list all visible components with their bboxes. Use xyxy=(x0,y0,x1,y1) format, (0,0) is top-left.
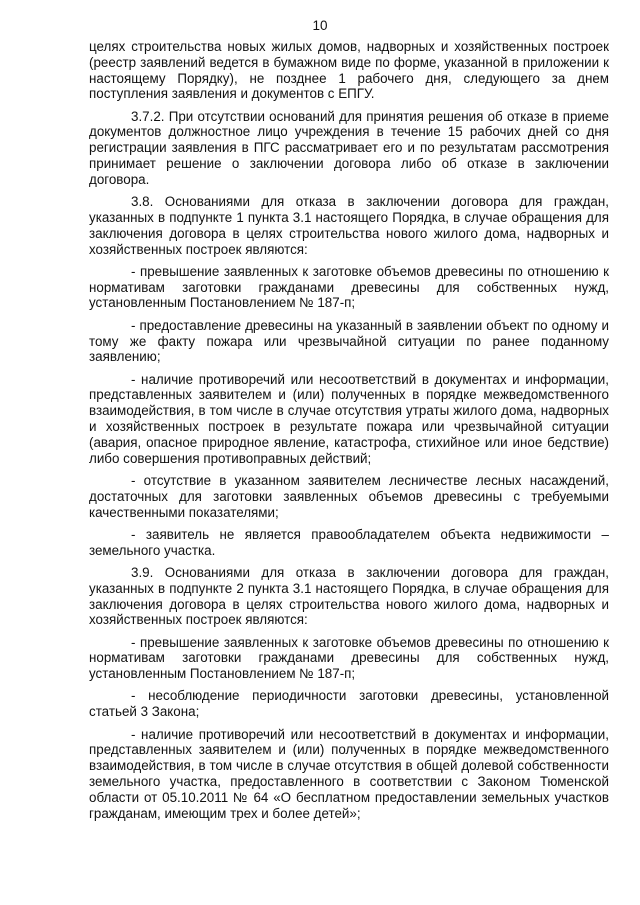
list-item-3-8-d: - отсутствие в указанном заявителем лесничестве лесных насаждений, достаточных для заготовки заявленных объемов древесины с требуемыми качественными показателями; xyxy=(89,472,609,520)
paragraph-3-8: 3.8. Основаниями для отказа в заключении договора для граждан, указанных в подпункте 1 пункта 3.1 настоящего Порядка, в случае обращения для заключения договора в целях строительства нового жилого дома, надворных и хозяйственных построек являются: xyxy=(89,194,609,257)
list-item-3-9-c: - наличие противоречий или несоответствий в документах и информации, представленных заявителем и (или) полученных в порядке межведомственного взаимодействия, в том числе в случае отсутствия в общей долевой собственности земельного участка, предоставленного в соответствии с Законом Тюменской области от 05.10.2011 № 64 «О бесплатном предоставлении земельных участков гражданам, имеющим трех и более детей»; xyxy=(89,726,609,821)
page-number: 10 xyxy=(312,18,328,33)
list-item-3-8-c: - наличие противоречий или несоответствий в документах и информации, представленных заявителем и (или) полученных в порядке межведомственного взаимодействия, в том числе в случае отсутствия утраты жилого дома, надворных и хозяйственных построек в результате пожара или чрезвычайной ситуации (авария, опасное природное явление, катастрофа, стихийное или иное бедствие) либо совершения противоправных действий; xyxy=(89,371,609,466)
paragraph-continuation: целях строительства новых жилых домов, надворных и хозяйственных построек (реестр заявлений ведется в бумажном виде по форме, указанной в приложении к настоящему Порядку), не позднее 1 рабочего дня, следующего за днем поступления заявления и документов с ЕПГУ. xyxy=(89,39,609,102)
list-item-3-8-b: - предоставление древесины на указанный в заявлении объект по одному и тому же факту пожара или чрезвычайной ситуации по ранее поданному заявлению; xyxy=(89,317,609,365)
list-item-3-9-a: - превышение заявленных к заготовке объемов древесины по отношению к нормативам заготовки гражданами древесины для собственных нужд, установленным Постановлением № 187-п; xyxy=(89,634,609,682)
list-item-3-8-a: - превышение заявленных к заготовке объемов древесины по отношению к нормативам заготовки гражданами древесины для собственных нужд, установленным Постановлением № 187-п; xyxy=(89,263,609,311)
document-body xyxy=(89,39,609,828)
list-item-3-8-e: - заявитель не является правообладателем объекта недвижимости – земельного участка. xyxy=(89,526,609,558)
paragraph-3-9: 3.9. Основаниями для отказа в заключении договора для граждан, указанных в подпункте 2 пункта 3.1 настоящего Порядка, в случае обращения для заключения договора в целях строительства нового жилого дома, надворных и хозяйственных построек являются: xyxy=(89,564,609,628)
paragraph-3-7-2: 3.7.2. При отсутствии оснований для принятия решения об отказе в приеме документов должностное лицо учреждения в течение 15 рабочих дней со дня регистрации заявления в ПГС рассматривает его и по результатам рассмотрения принимает решение о заключении договора либо об отказе в заключении договора. xyxy=(89,108,609,187)
list-item-3-9-b: - несоблюдение периодичности заготовки древесины, установленной статьей 3 Закона; xyxy=(89,688,609,720)
